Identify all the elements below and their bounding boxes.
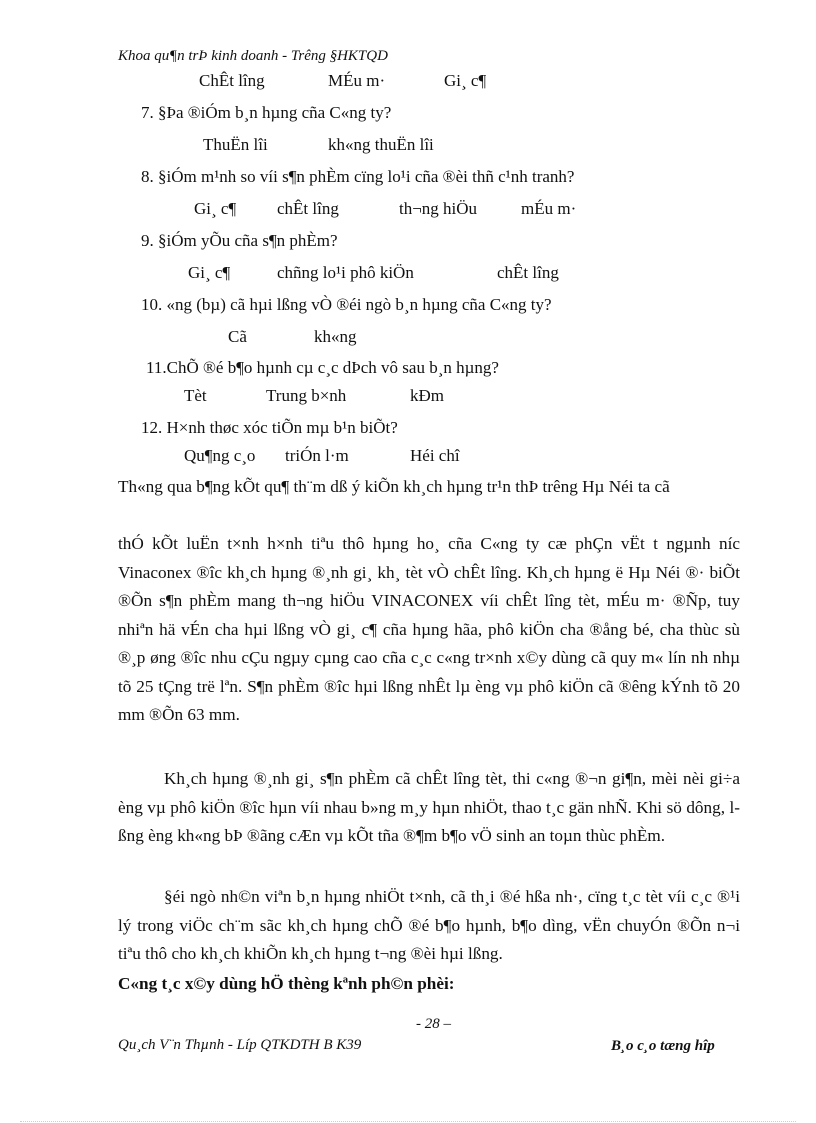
footer-report-title: B¸o c¸o tæng hîp <box>611 1038 715 1054</box>
q11-option: Trung b×nh <box>266 386 347 405</box>
q8-option: th¬ng hiÖu <box>399 199 478 218</box>
q7-option: ThuËn lîi <box>203 135 268 154</box>
option-quality: ChÊt lîng <box>199 71 265 90</box>
q8-option: chÊt lîng <box>277 199 339 218</box>
q11-option: Tèt <box>184 386 207 405</box>
q7-option: kh«ng thuËn lîi <box>328 135 434 154</box>
q9-option: Gi¸ c¶ <box>188 263 231 282</box>
q12-option: triÓn l·m <box>285 446 349 465</box>
q9-option: chñng lo¹i phô kiÖn <box>277 263 414 282</box>
paragraph-sales-staff: §éi ngò nh©n viªn b¸n hµng nhiÖt t×nh, cã th¸i ®é hßa nh·, cïng t¸c tèt víi c¸c ®¹i lý trong viÖc ch¨m sãc kh¸ch hµng chÕ ®é b¶o hµnh, b¶o dìng, vËn chuyÓn ®Õn n¬i tiªu thô cho kh¸ch khiÕn kh¸ch hµng t¬ng ®èi hµi lßng. <box>118 887 740 963</box>
paragraph-summary-intro: Th«ng qua b¶ng kÕt qu¶ th¨m dß ý kiÕn kh¸ch hµng tr¹n thÞ trêng Hµ Néi ta cã <box>118 477 670 496</box>
q9-option: chÊt lîng <box>497 263 559 282</box>
q10-option: kh«ng <box>314 327 357 346</box>
question-10: 10. «ng (bµ) cã hµi lßng vÒ ®éi ngò b¸n hµng cña C«ng ty? <box>141 295 552 314</box>
question-11: 11.ChÕ ®é b¶o hµnh cµ c¸c dÞch vô sau b¸n hµng? <box>146 358 499 377</box>
q8-option: Gi¸ c¶ <box>194 199 237 218</box>
paragraph-summary: thÓ kÕt luËn t×nh h×nh tiªu thô hµng ho¸ cña C«ng ty cæ phÇn vËt t ngµnh níc Vinaconex ®îc kh¸ch hµng ®¸nh gi¸ kh¸ tèt vÒ chÊt lîng. Kh¸ch hµng ë Hµ Néi ®· biÕt ®Õn s¶n phÈm mang th¬ng hiÖu VINACONEX víi chÊt lîng tèt, mÉu m· ®Ñp, tuy nhiªn hä vÉn cha hµi lßng vÒ gi¸ c¶ cña hµng hãa, phô kiÖn cha ®ång bé, cha thùc sù ®¸p øng ®îc nhu cÇu ngµy cµng cao cña c¸c c«ng tr×nh x©y dùng cã quy m« lín nh nhµ tõ 25 tÇng trë lªn. S¶n phÈm ®îc hµi lßng nhÊt lµ èng vµ phô kiÖn cã ®êng kÝnh tõ 20 mm ®Õn 63 mm. <box>118 534 740 724</box>
page-number: - 28 – <box>416 1016 451 1032</box>
question-8: 8. §iÓm m¹nh so víi s¶n phÈm cïng lo¹i cña ®èi thñ c¹nh tranh? <box>141 167 575 186</box>
question-7: 7. §Þa ®iÓm b¸n hµng cña C«ng ty? <box>141 103 392 122</box>
footer-author: Qu¸ch V¨n Thµnh - Líp QTKDTH B K39 <box>118 1037 362 1053</box>
q12-option: Héi chî <box>410 446 460 465</box>
question-9: 9. §iÓm yÕu cña s¶n phÈm? <box>141 231 338 250</box>
q8-option: mÉu m· <box>521 199 577 218</box>
page-bottom-border <box>20 1121 796 1122</box>
option-price: Gi¸ c¶ <box>444 71 487 90</box>
question-12: 12. H×nh thøc xóc tiÕn mµ b¹n biÕt? <box>141 418 398 437</box>
running-header: Khoa qu¶n trÞ kinh doanh - Trêng §HKTQD <box>118 48 388 64</box>
section-heading: C«ng t¸c x©y dùng hÖ thèng kªnh ph©n phèi: <box>118 974 455 993</box>
paragraph-product-evaluation: Kh¸ch hµng ®¸nh gi¸ s¶n phÈm cã chÊt lîng tèt, thi c«ng ®¬n gi¶n, mèi nèi gi÷a èng vµ phô kiÖn ®îc hµn víi nhau b»ng m¸y hµn nhiÖt, thao t¸c gän nhÑ. Khi sö dông, lßng èng kh«ng bÞ ®ãng cÆn vµ kÕt tña ®¶m b¶o vÖ sinh an toµn thùc phÈm. <box>118 769 740 845</box>
q11-option: kÐm <box>410 386 444 405</box>
option-design: MÉu m· <box>328 71 386 90</box>
q10-option: Cã <box>228 327 247 346</box>
q12-option: Qu¶ng c¸o <box>184 446 256 465</box>
